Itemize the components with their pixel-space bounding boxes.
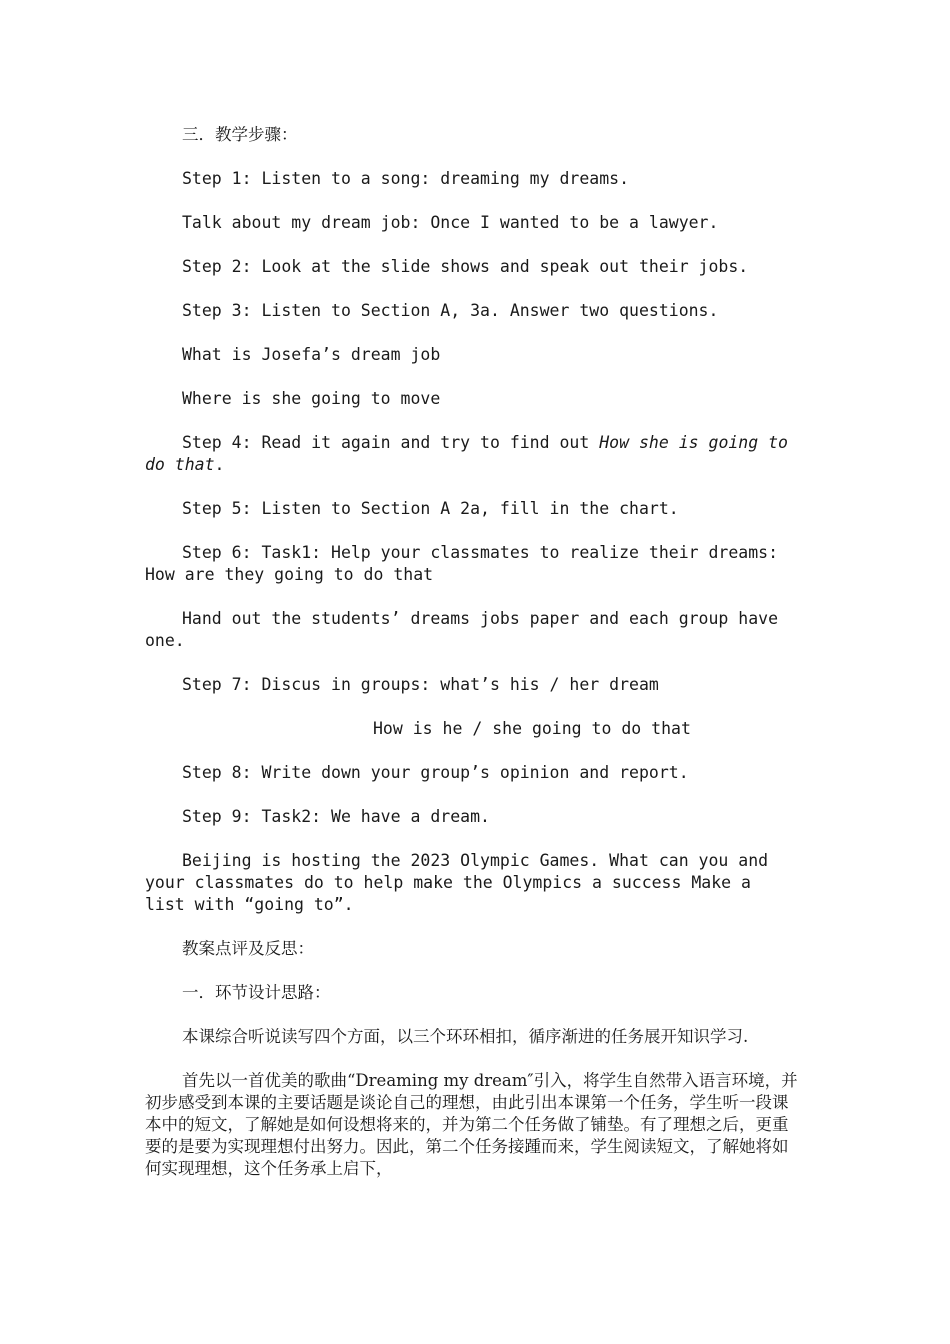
step-7-followup: How is he / she going to do that bbox=[373, 719, 691, 738]
step-5: Step 5: Listen to Section A 2a, fill in the chart. bbox=[182, 499, 679, 518]
step-4-suffix: . bbox=[214, 455, 225, 474]
step-9: Step 9: Task2: We have a dream. bbox=[182, 807, 490, 826]
beijing-task: Beijing is hosting the 2023 Olympic Games. What can you and your classmates do to help make the Olympics a success Make a list with “going to”. bbox=[145, 851, 769, 914]
step-8: Step 8: Write down your group’s opinion and report. bbox=[182, 763, 689, 782]
heading-teaching-steps: 三．教学步骤： bbox=[182, 125, 298, 144]
talk-dream-job: Talk about my dream job: Once I wanted to be a lawyer. bbox=[182, 213, 719, 232]
step-4 bbox=[145, 432, 800, 476]
step-7: Step 7: Discus in groups: what’s his / her dream bbox=[182, 675, 659, 694]
document-body bbox=[145, 124, 800, 1202]
hand-out: Hand out the students’ dreams jobs paper and each group have one. bbox=[145, 609, 779, 650]
question-2: Where is she going to move bbox=[182, 389, 441, 408]
paragraph-2: 首先以一首优美的歌曲“Dreaming my dream″引入，将学生自然带入语言环境，并初步感受到本课的主要话题是谈论自己的理想，由此引出本课第一个任务，学生听一段课本中的短文，了解她是如何设想将来的，并为第二个任务做了铺垫。有了理想之后，更重要的是要为实现理想付出努力。因此，第二个任务接踵而来，学生阅读短文，了解她将如何实现理想，这个任务承上启下， bbox=[145, 1071, 798, 1178]
paragraph-1: 本课综合听说读写四个方面，以三个环环相扣，循序渐进的任务展开知识学习. bbox=[182, 1027, 749, 1046]
step-3: Step 3: Listen to Section A, 3a. Answer two questions. bbox=[182, 301, 719, 320]
step-6: Step 6: Task1: Help your classmates to realize their dreams: How are they going to do that bbox=[145, 543, 779, 584]
step-2: Step 2: Look at the slide shows and speak out their jobs. bbox=[182, 257, 749, 276]
step-1: Step 1: Listen to a song: dreaming my dreams. bbox=[182, 169, 630, 188]
step-4-italic: How she is going to do that bbox=[145, 433, 788, 474]
step-4-prefix: Step 4: Read it again and try to find out bbox=[182, 433, 600, 452]
heading-review: 教案点评及反思： bbox=[182, 939, 314, 958]
question-1: What is Josefa’s dream job bbox=[182, 345, 441, 364]
heading-design: 一．环节设计思路： bbox=[182, 983, 331, 1002]
